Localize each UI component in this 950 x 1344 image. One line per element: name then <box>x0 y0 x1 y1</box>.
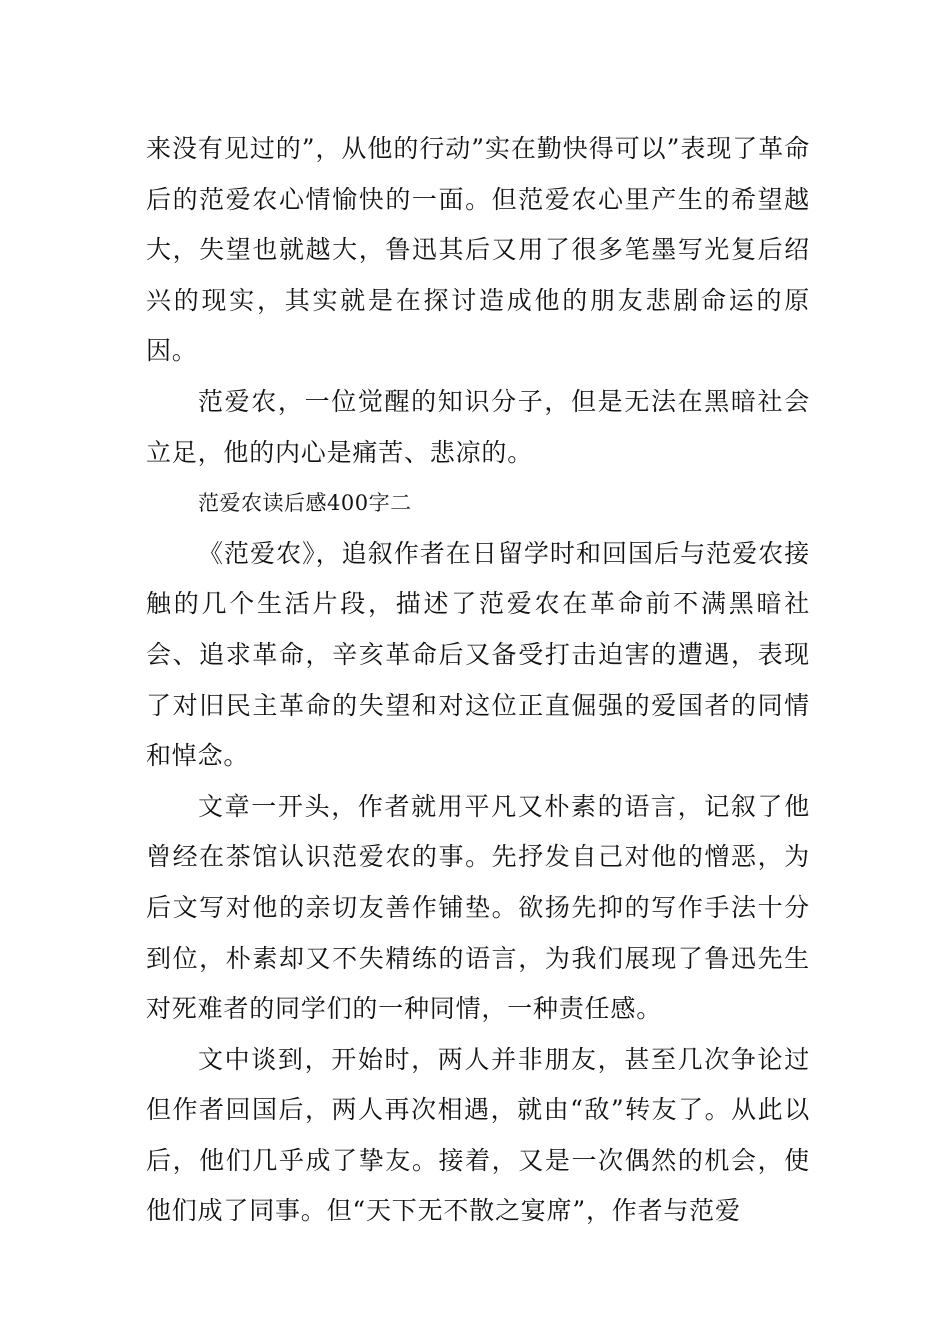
paragraph-continuation: 来没有见过的”，从他的行动”实在勤快得可以”表现了革命后的范爱农心情愉快的一面。但范爱农心里产生的希望越大，失望也就越大，鲁迅其后又用了很多笔墨写光复后绍兴的现实，其实就是在探讨造成他的朋友悲剧命运的原因。 <box>146 134 810 366</box>
paragraph: 范爱农，一位觉醒的知识分子，但是无法在黑暗社会立足，他的内心是痛苦、悲凉的。 <box>146 386 810 467</box>
document-body <box>146 124 810 1237</box>
paragraph: 文章一开头，作者就用平凡又朴素的语言，记叙了他曾经在茶馆认识范爱农的事。先抒发自己对他的憎恶，为后文写对他的亲切友善作铺垫。欲扬先抑的写作手法十分到位，朴素却又不失精练的语言，为我们展现了鲁迅先生对死难者的同学们的一种同情，一种责任感。 <box>146 791 810 1024</box>
paragraph: 《范爱农》，追叙作者在日留学时和回国后与范爱农接触的几个生活片段，描述了范爱农在革命前不满黑暗社会、追求革命，辛亥革命后又备受打击迫害的遭遇，表现了对旧民主革命的失望和对这位正直倔强的爱国者的同情和悼念。 <box>146 538 810 771</box>
section-heading: 范爱农读后感400字二 <box>198 491 412 516</box>
paragraph: 文中谈到，开始时，两人并非朋友，甚至几次争论过但作者回国后，两人再次相遇，就由“敌”转友了。从此以后，他们几乎成了挚友。接着，又是一次偶然的机会，使他们成了同事。但“天下无不散之宴席”，作者与范爱 <box>146 1044 810 1226</box>
